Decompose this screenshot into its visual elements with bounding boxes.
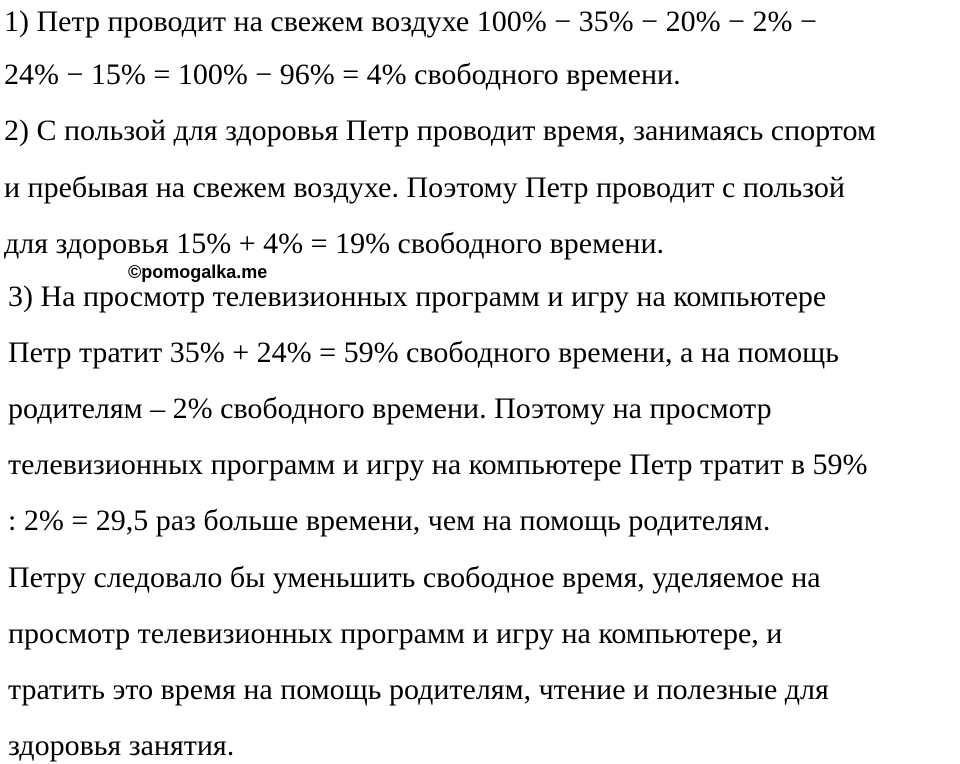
- watermark: ©pomogalka.me: [128, 262, 268, 282]
- text-line: телевизионных программ и игру на компьютере Петр тратит в 59%: [8, 448, 868, 481]
- text-line: Петру следовало бы уменьшить свободное время, уделяемое на: [8, 561, 821, 594]
- text-line: и пребывая на свежем воздухе. Поэтому Петр проводит с пользой: [4, 171, 845, 204]
- text-line: просмотр телевизионных программ и игру на компьютере, и: [8, 617, 783, 650]
- text-line: Петр тратит 35% + 24% = 59% свободного времени, а на помощь: [8, 336, 839, 369]
- text-line: 24% − 15% = 100% − 96% = 4% свободного времени.: [4, 58, 681, 91]
- text-line: здоровья занятия.: [8, 729, 235, 762]
- text-line: тратить это время на помощь родителям, чтение и полезные для: [8, 673, 829, 706]
- text-line: : 2% = 29,5 раз больше времени, чем на помощь родителям.: [8, 504, 771, 537]
- text-line: 2) С пользой для здоровья Петр проводит время, занимаясь спортом: [4, 114, 876, 147]
- text-line: 3) На просмотр телевизионных программ и игру на компьютере: [8, 280, 827, 313]
- text-line: родителям – 2% свободного времени. Поэтому на просмотр: [8, 392, 772, 425]
- text-line: для здоровья 15% + 4% = 19% свободного времени.: [4, 227, 664, 260]
- text-line: 1) Петр проводит на свежем воздухе 100% − 35% − 20% − 2% −: [4, 5, 817, 38]
